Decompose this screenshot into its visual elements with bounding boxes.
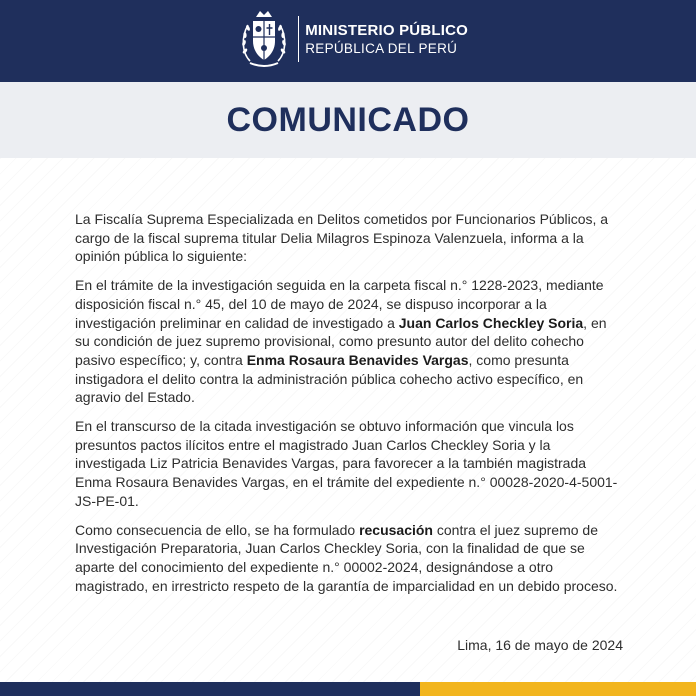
paragraph-recusal: [75, 521, 623, 596]
ministerio-publico-logo: [236, 7, 468, 71]
org-name-line2: REPÚBLICA DEL PERÚ: [305, 40, 458, 56]
statement-content: [0, 158, 696, 682]
statement-body: [75, 210, 623, 605]
peru-coat-of-arms-icon: [236, 7, 292, 71]
paragraph-text: , en su condición de juez supremo provisional, como presunto autor del delito cohecho pasivo específico; y, contra: [75, 314, 607, 368]
date-signoff: Lima, 16 de mayo de 2024: [457, 637, 623, 653]
footer-stripe-navy: [0, 682, 420, 696]
page-title: COMUNICADO: [226, 100, 470, 139]
paragraph-text: Como consecuencia de ello, se ha formulado: [75, 521, 360, 538]
paragraph-investigation: [75, 276, 623, 407]
header-bar: [0, 0, 696, 82]
paragraph-text: contra el juez supremo de Investigación Preparatoria, Juan Carlos Checkley Soria, con la finalidad de que se aparte del conocimiento del expediente n.° 00002-2024, designándose a otro magistrado, en irrestricto respeto de la garantía de imparcialidad en un debido proceso.: [75, 521, 618, 594]
bold-term: recusación: [359, 521, 433, 538]
paragraph-intro: La Fiscalía Suprema Especializada en Delitos cometidos por Funcionarios Públicos, a cargo de la fiscal suprema titular Delia Milagros Espinoza Valenzuela, informa a la opinión pública lo siguiente:: [75, 211, 609, 265]
title-band: [0, 82, 696, 158]
logo-divider: [298, 16, 299, 62]
bold-name: Juan Carlos Checkley Soria: [398, 314, 584, 331]
bold-name: Enma Rosaura Benavides Vargas: [246, 351, 469, 368]
paragraph-findings: En el transcurso de la citada investigación se obtuvo información que vincula los presuntos pactos ilícitos entre el magistrado Juan Carlos Checkley Soria y la investigada Liz Patricia Benavides Vargas, para favorecer a la también magistrada Enma Rosaura Benavides Vargas, en el trámite del expediente n.° 00028-2020-4-5001-JS-PE-01.: [75, 418, 618, 509]
logo-text: [305, 22, 468, 57]
org-name-line1: MINISTERIO PÚBLICO: [305, 21, 468, 39]
paragraph-text: En el trámite de la investigación seguida en la carpeta fiscal n.° 1228-2023, mediante disposición fiscal n.° 45, del 10 de mayo de 2024, se dispuso incorporar a la investigación preliminar en calidad de investigado a: [75, 277, 604, 331]
paragraph-text: , como presunta instigadora el delito contra la administración pública cohecho activo específico, en agravio del Estado.: [75, 351, 584, 406]
footer-stripe-gold: [420, 682, 696, 696]
